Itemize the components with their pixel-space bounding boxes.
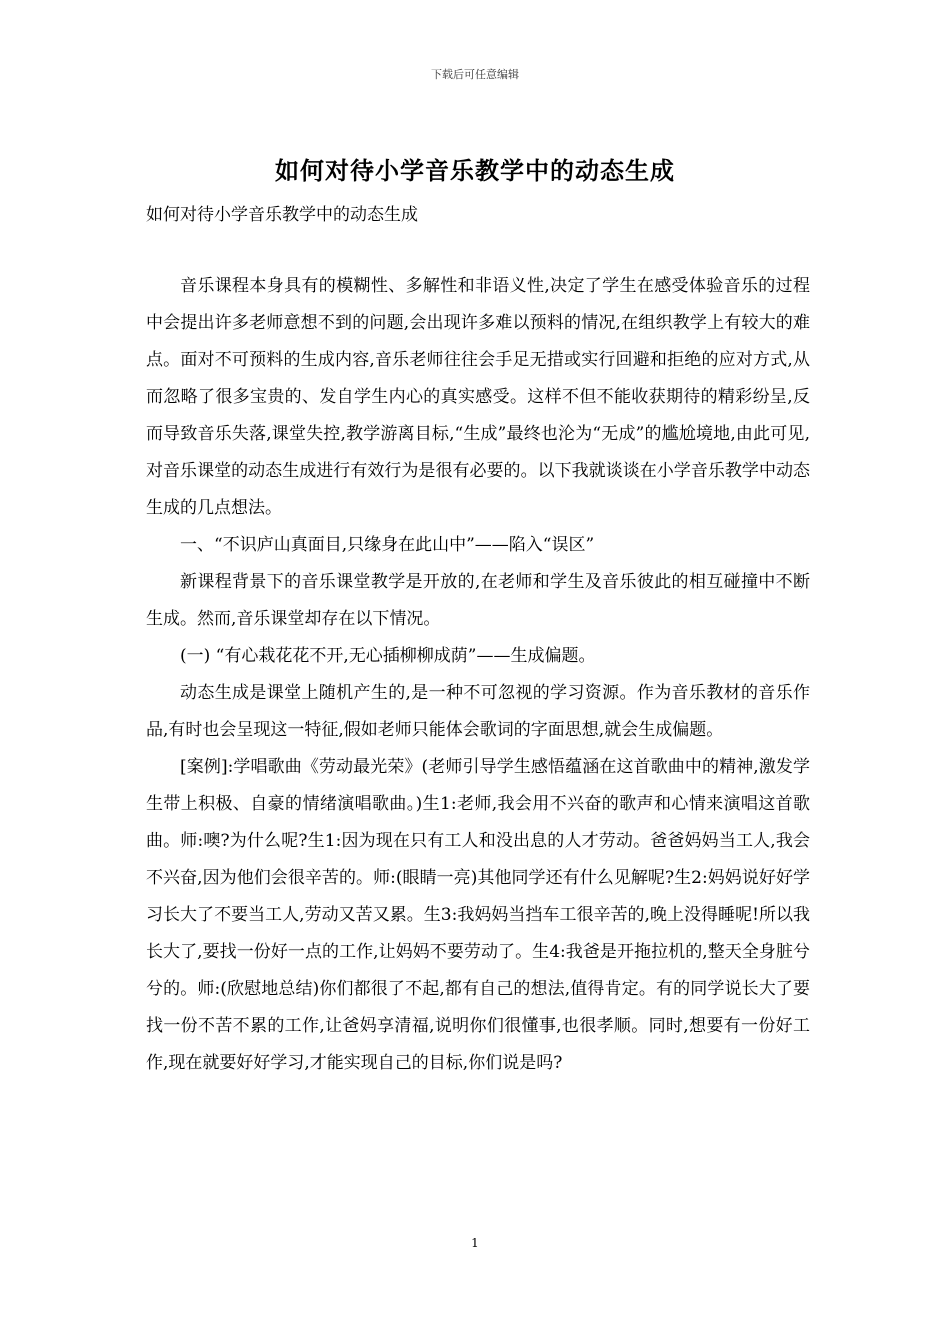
paragraph-context: 新课程背景下的音乐课堂教学是开放的,在老师和学生及音乐彼此的相互碰撞中不断生成。然而,音乐课堂却存在以下情况。 <box>146 572 810 629</box>
section-heading-1: 一、“不识庐山真面目,只缘身在此山中”——陷入“误区” <box>180 535 595 555</box>
document-body <box>146 268 810 1082</box>
header-note: 下载后可任意编辑 <box>431 68 519 81</box>
document-title: 如何对待小学音乐教学中的动态生成 <box>275 156 675 185</box>
subsection-heading-1: (一) “有心栽花花不开,无心插柳柳成荫”——生成偏题。 <box>180 646 596 666</box>
paragraph-dynamic-generation: 动态生成是课堂上随机产生的,是一种不可忽视的学习资源。作为音乐教材的音乐作品,有时也会呈现这一特征,假如老师只能体会歌词的字面思想,就会生成偏题。 <box>146 683 810 740</box>
document-subtitle: 如何对待小学音乐教学中的动态生成 <box>146 205 418 225</box>
page-number: 1 <box>471 1236 479 1250</box>
paragraph-intro: 音乐课程本身具有的模糊性、多解性和非语义性,决定了学生在感受体验音乐的过程中会提出许多老师意想不到的问题,会出现许多难以预料的情况,在组织教学上有较大的难点。面对不可预料的生成内容,音乐老师往往会手足无措或实行回避和拒绝的应对方式,从而忽略了很多宝贵的、发自学生内心的真实感受。这样不但不能收获期待的精彩纷呈,反而导致音乐失落,课堂失控,教学游离目标,“生成”最终也沦为“无成”的尴尬境地,由此可见,对音乐课堂的动态生成进行有效行为是很有必要的。以下我就谈谈在小学音乐教学中动态生成的几点想法。 <box>146 276 810 518</box>
paragraph-case-study: [案例]:学唱歌曲《劳动最光荣》(老师引导学生感悟蕴涵在这首歌曲中的精神,激发学生带上积极、自豪的情绪演唱歌曲。)生1:老师,我会用不兴奋的歌声和心情来演唱这首歌曲。师:噢?为什么呢?生1:因为现在只有工人和没出息的人才劳动。爸爸妈妈当工人,我会不兴奋,因为他们会很辛苦的。师:(眼睛一亮)其他同学还有什么见解呢?生2:妈妈说好好学习长大了不要当工人,劳动又苦又累。生3:我妈妈当挡车工很辛苦的,晚上没得睡呢!所以我长大了,要找一份好一点的工作,让妈妈不要劳动了。生4:我爸是开拖拉机的,整天全身脏兮兮的。师:(欣慰地总结)你们都很了不起,都有自己的想法,值得肯定。有的同学说长大了要找一份不苦不累的工作,让爸妈享清福,说明你们很懂事,也很孝顺。同时,想要有一份好工作,现在就要好好学习,才能实现自己的目标,你们说是吗? <box>146 757 810 1073</box>
